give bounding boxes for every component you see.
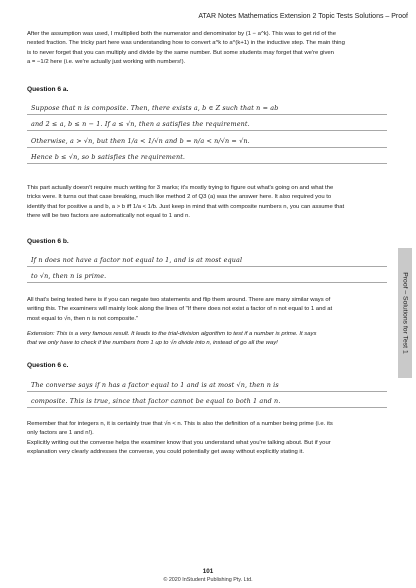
extension-line: that we only have to check if the numbers from 1 up to √n divide into n, instead of go all the way! [27, 340, 278, 347]
answer-line: Otherwise, a > √n, but then 1/a < 1/√n and b = n/a < n/√n = √n. [27, 131, 387, 148]
intro-paragraph [27, 30, 393, 68]
answer-line: Suppose that n is composite. Then, there exists a, b ∈ Z such that n = ab [27, 98, 387, 115]
question-6b-explanation [27, 296, 393, 324]
question-6b-handwritten-answer [27, 250, 387, 283]
intro-line: is to never forget that you can multiply and divide by the same number. But some students may forget that we're given [27, 49, 334, 56]
explanation-line: there will be two factors are automatically not equal to 1 and n. [27, 213, 191, 220]
intro-line: nested fraction. The tricky part here was understanding how to convert a^k to a^(k+1) in the inductive step. The main thing [27, 40, 345, 47]
explanation-line: only factors are 1 and n!). [27, 430, 94, 437]
explanation-line: most equal to √n, then n is not composite." [27, 315, 139, 322]
page-number: 101 [202, 568, 214, 575]
extension-line: Extension: This is a very famous result. It leads to the trial-division algorithm to test if a number is prime. It says [27, 331, 317, 337]
question-6c-heading: Question 6 c. [27, 362, 69, 369]
answer-line: If n does not have a factor not equal to 1, and is at most equal [27, 250, 387, 267]
answer-line: composite. This is true, since that factor cannot be equal to both 1 and n. [27, 392, 387, 409]
section-side-tab [398, 248, 412, 378]
explanation-line: writing this. The examiners will mainly look along the lines of "If there does not exist a factor of n not equal to 1 and at [27, 306, 333, 313]
explanation-line: identify that for positive a and b, a > b iff 1/a < 1/b. Just keep in mind that with composite numbers n, you can assume that [27, 203, 345, 210]
question-6b-heading: Question 6 b. [27, 238, 69, 245]
question-6c-handwritten-answer [27, 375, 387, 408]
question-6a-heading: Question 6 a. [27, 86, 69, 93]
intro-line: After the assumption was used, I multiplied both the numerator and denominator by (1 − a^k). This was to get rid of the [27, 31, 336, 37]
intro-line: a = −1/2 here (i.e. we're actually just working with numbers!). [27, 59, 186, 66]
explanation-line: All that's being tested here is if you can negate two statements and flip them around. There are many similar ways of [27, 297, 331, 303]
side-tab-label: Proof – Solutions for Test 1 [401, 272, 409, 354]
running-header: ATAR Notes Mathematics Extension 2 Topic Tests Solutions – Proof [198, 13, 408, 20]
answer-line: Hence b ≤ √n, so b satisfies the requirement. [27, 148, 387, 165]
question-6a-explanation [27, 184, 393, 222]
explanation-line: explanation very clearly addresses the converse, you could potentially get away without explicitly stating it. [27, 449, 305, 456]
answer-line: The converse says if n has a factor equal to 1 and is at most √n, then n is [27, 375, 387, 392]
question-6a-handwritten-answer [27, 98, 387, 164]
explanation-line: Remember that for integers n, it is certainly true that √n < n. This is also the definition of a number being prime (i.e. its [27, 421, 333, 427]
question-6c-explanation [27, 420, 393, 458]
explanation-line: Explicitly writing out the converse helps the examiner know that you understand what you're talking about. But if your [27, 439, 331, 446]
copyright-notice: © 2020 InStudent Publishing Pty. Ltd. [163, 577, 253, 583]
explanation-line: tricks were. It turns out that case breaking, much like method 2 of Q3 (a) was the answer here. It also required you to [27, 194, 332, 201]
answer-line: to √n, then n is prime. [27, 267, 387, 284]
question-6b-extension [27, 330, 393, 349]
answer-line: and 2 ≤ a, b ≤ n − 1. If a ≤ √n, then a satisfies the requirement. [27, 115, 387, 132]
explanation-line: This part actually doesn't require much writing for 3 marks; it's mostly trying to figure out what's going on and what the [27, 185, 334, 191]
